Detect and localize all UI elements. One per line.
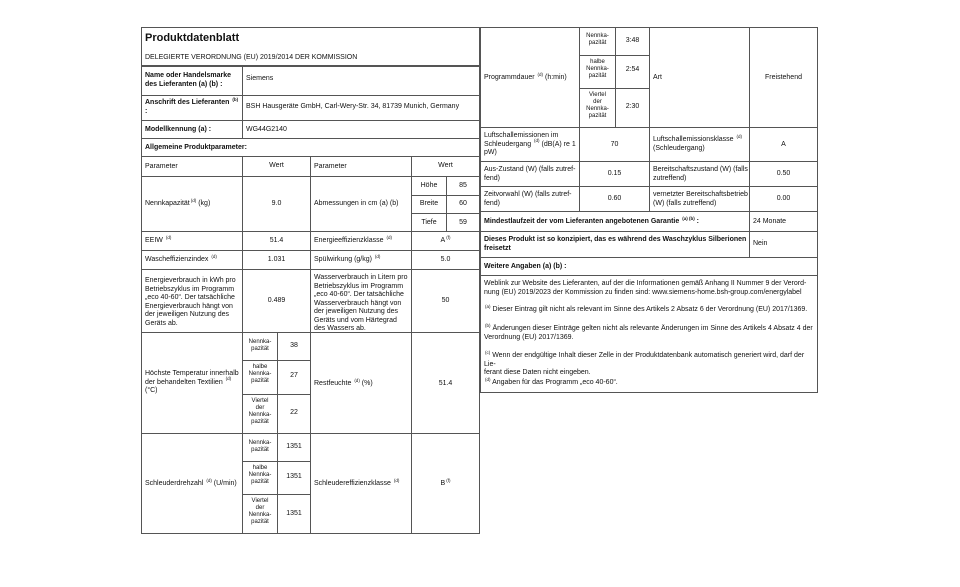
noise-class-unit: (Schleudergang) bbox=[653, 144, 705, 152]
footnote-b-text: Änderungen dieser Einträge gelten nicht als relevante Änderungen im Sinne des Artikels 4 Absatz 4 der Verordnung (EU) 2017/1369. bbox=[484, 325, 813, 341]
capacity-value: 9.0 bbox=[271, 200, 282, 207]
footnote-a-mark: (a) bbox=[485, 303, 491, 309]
supplier-name-value: Siemens bbox=[246, 75, 274, 82]
col-param-header-left: Parameter bbox=[145, 163, 178, 170]
max-temp-half-value: 27 bbox=[290, 372, 298, 379]
type-value: Freistehend bbox=[765, 74, 802, 81]
max-temp-rated-value: 38 bbox=[290, 342, 298, 349]
footnote-d bbox=[484, 376, 816, 388]
dimensions-label: Abmessungen in cm (a) (b) bbox=[314, 200, 399, 207]
water-consumption-label: Wasserverbrauch in Litern pro Betriebszyklus im Programm „eco 40-60“. Der tatsächliche Wasserverbrauch hängt von der jeweiligen Nutzung des Geräts und vom Härtegrad des Wassers ab. bbox=[314, 274, 408, 332]
rinsing-label bbox=[314, 253, 409, 265]
dim-width-label: Breite bbox=[419, 200, 439, 207]
standby-value: 0.50 bbox=[776, 170, 791, 177]
col-value-header-right: Wert bbox=[438, 162, 453, 169]
noise-class-footnote-mark: (d) bbox=[736, 133, 742, 139]
noise-label bbox=[484, 132, 578, 158]
guarantee-label-colon: : bbox=[696, 218, 700, 225]
guarantee-value: 24 Monate bbox=[753, 218, 787, 225]
duration-half-value: 2:54 bbox=[625, 66, 640, 73]
max-temp-unit: (°C) bbox=[145, 387, 158, 394]
footnote-d-mark: (d) bbox=[485, 376, 491, 382]
footnote-c-text: Wenn der endgültige Inhalt dieser Zelle in der Produktdatenbank automatisch generiert wird, darf der Lie- ferant diese Daten nicht eingeben. bbox=[484, 352, 805, 376]
silver-value: Nein bbox=[753, 240, 768, 247]
col-param-header-right: Parameter bbox=[314, 163, 347, 170]
max-temp-footnote-mark: (d) bbox=[225, 376, 232, 382]
max-temp-label bbox=[145, 370, 240, 396]
noise-label-text: Luftschallemissionen im Schleudergang bbox=[484, 132, 559, 148]
capacity-footnote-mark: (d) bbox=[190, 197, 197, 203]
eeiw-label-text: EEIW bbox=[145, 237, 163, 244]
spin-speed-label bbox=[145, 477, 240, 489]
eeiw-value: 51.4 bbox=[269, 237, 284, 244]
spin-class-value-text: B bbox=[440, 480, 446, 487]
noise-class-label-text: Luftschallemissionsklasse bbox=[653, 136, 734, 143]
networked-value: 0.00 bbox=[776, 195, 791, 202]
max-temp-half-label: halbe Nennka- pazität bbox=[248, 364, 272, 384]
rinsing-value: 5.0 bbox=[440, 256, 451, 263]
max-temp-label-text: Höchste Temperatur innerhalb der behandelten Textilien bbox=[145, 370, 239, 386]
spin-rated-value: 1351 bbox=[286, 443, 302, 450]
rinsing-label-text: Spülwirkung (g/kg) bbox=[314, 256, 372, 263]
type-label: Art bbox=[653, 74, 662, 81]
energy-class-label-text: Energieeffizienzklasse bbox=[314, 237, 384, 244]
residual-moisture-label bbox=[314, 377, 409, 389]
spin-class-label bbox=[314, 477, 409, 489]
spin-class-footnote-mark: (d) bbox=[393, 477, 400, 483]
footnote-d-text: Angaben für das Programm „eco 40-60“. bbox=[492, 379, 618, 386]
noise-class-value: A bbox=[781, 141, 786, 148]
address-label-colon: : bbox=[145, 107, 148, 115]
spin-class-value bbox=[412, 477, 479, 489]
footnote-a-text: Dieser Eintrag gilt nicht als relevant im Sinne des Artikels 2 Absatz 6 der Verordnung (EU) 2017/1369. bbox=[492, 306, 808, 313]
guarantee-footnote-mark: (a) (b) bbox=[682, 215, 695, 221]
residual-moisture-footnote-mark: (d) bbox=[354, 377, 360, 383]
duration-label-text: Programmdauer bbox=[484, 74, 535, 81]
energy-consumption-value: 0.489 bbox=[267, 297, 286, 304]
energy-class-label bbox=[314, 234, 409, 246]
washing-index-label-text: Wascheffizienzindex bbox=[145, 256, 209, 263]
spin-speed-footnote-mark: (d) bbox=[206, 477, 212, 483]
noise-unit: (dB(A) re 1 pW) bbox=[484, 140, 576, 156]
capacity-unit: (kg) bbox=[198, 200, 211, 207]
energy-class-value bbox=[412, 234, 479, 246]
col-value-header-left: Wert bbox=[269, 162, 284, 169]
guarantee-label-text: Mindestlaufzeit der vom Lieferanten angebotenen Garantie bbox=[484, 218, 680, 225]
address-label-text: Anschrift des Lieferanten bbox=[145, 99, 230, 106]
noise-class-label bbox=[653, 133, 748, 153]
address-footnote-mark: (b) bbox=[232, 96, 239, 102]
energy-consumption-label: Energieverbrauch in kWh pro Betriebszyklus im Programm „eco 40-60“. Der tatsächliche Energieverbrauch hängt von der jeweiligen Nutzung des Geräts ab. bbox=[145, 277, 236, 327]
off-mode-label: Aus-Zustand (W) (falls zutref- fend) bbox=[484, 166, 576, 182]
eeiw-label bbox=[145, 234, 240, 246]
dim-depth-label: Tiefe bbox=[421, 219, 437, 226]
duration-rated-label: Nennka- pazität bbox=[586, 33, 609, 46]
eeiw-footnote-mark: (d) bbox=[165, 234, 172, 240]
residual-moisture-value: 51.4 bbox=[438, 380, 453, 387]
footnote-c-mark: (c) bbox=[485, 349, 491, 355]
spin-quarter-value: 1351 bbox=[286, 510, 302, 517]
silver-label: Dieses Produkt ist so konzipiert, das es während des Waschzyklus Silberionen freisetzt bbox=[484, 236, 747, 252]
washing-index-footnote-mark: (d) bbox=[211, 253, 217, 259]
residual-moisture-unit: (%) bbox=[361, 380, 373, 387]
water-consumption-value: 50 bbox=[441, 297, 450, 304]
footnote-b-mark: (b) bbox=[485, 322, 491, 328]
spin-half-value: 1351 bbox=[286, 473, 302, 480]
duration-footnote-mark: (d) bbox=[537, 71, 544, 77]
spin-speed-label-text: Schleuderdrehzahl bbox=[145, 480, 204, 487]
spin-speed-unit: (U/min) bbox=[213, 480, 237, 487]
dim-height-label: Höhe bbox=[420, 182, 438, 189]
duration-unit: (h:min) bbox=[544, 74, 567, 81]
footnote-a bbox=[484, 303, 816, 315]
weblink-text: Weblink zur Website des Lieferanten, auf der die Informationen gemäß Anhang II Nummer 9 der Verord- nung (EU) 2019/2023 der Kommission zu finden sind: www.siemens-home.bsh-group.com/energylabel bbox=[484, 280, 807, 296]
footnote-c bbox=[484, 349, 816, 378]
energy-class-value-footnote-mark: (f) bbox=[446, 234, 451, 240]
duration-quarter-label: Viertel der Nennka- pazität bbox=[586, 92, 609, 119]
duration-rated-value: 3:48 bbox=[625, 37, 640, 44]
delay-start-label: Zeitvorwahl (W) (falls zutref- fend) bbox=[484, 191, 572, 207]
sheet-title: Produktdatenblatt bbox=[145, 32, 240, 44]
additional-info-heading: Weitere Angaben (a) (b) : bbox=[484, 263, 567, 270]
spin-class-value-footnote-mark: (f) bbox=[446, 477, 451, 483]
delay-start-value: 0.60 bbox=[607, 195, 622, 202]
max-temp-quarter-value: 22 bbox=[290, 409, 298, 416]
spin-class-label-text: Schleudereffizienzklasse bbox=[314, 480, 391, 487]
spin-rated-label: Nennka- pazität bbox=[248, 440, 272, 453]
standby-label: Bereitschaftszustand (W) (falls zutreffend) bbox=[653, 166, 748, 182]
capacity-label bbox=[145, 197, 240, 209]
max-temp-rated-label: Nennka- pazität bbox=[248, 339, 272, 352]
guarantee-label bbox=[484, 215, 748, 227]
dim-width-value: 60 bbox=[459, 200, 467, 207]
duration-half-label: halbe Nennka- pazität bbox=[586, 59, 609, 79]
rinsing-footnote-mark: (d) bbox=[374, 253, 381, 259]
washing-index-label bbox=[145, 253, 240, 265]
noise-value: 70 bbox=[610, 141, 619, 148]
footnote-b bbox=[484, 322, 816, 342]
general-params-heading: Allgemeine Produktparameter: bbox=[145, 144, 247, 151]
model-label: Modellkennung (a) : bbox=[145, 126, 212, 133]
regulation-text: DELEGIERTE VERORDNUNG (EU) 2019/2014 DER KOMMISSION bbox=[145, 54, 358, 61]
dim-height-value: 85 bbox=[459, 182, 467, 189]
capacity-label-text: Nennkapazität bbox=[145, 200, 190, 207]
model-value: WG44G2140 bbox=[246, 126, 287, 133]
off-mode-value: 0.15 bbox=[607, 170, 622, 177]
address-label bbox=[145, 96, 240, 116]
washing-index-value: 1.031 bbox=[267, 256, 286, 263]
energy-class-footnote-mark: (d) bbox=[386, 234, 392, 240]
max-temp-quarter-label: Viertel der Nennka- pazität bbox=[248, 398, 272, 425]
dim-depth-value: 59 bbox=[459, 219, 467, 226]
spin-quarter-label: Viertel der Nennka- pazität bbox=[248, 498, 272, 525]
spin-half-label: halbe Nennka- pazität bbox=[248, 465, 272, 485]
supplier-name-label: Name oder Handelsmarke des Lieferanten (a) (b) : bbox=[145, 72, 231, 88]
energy-class-value-text: A bbox=[440, 237, 446, 244]
networked-label: vernetzter Bereitschaftsbetrieb (W) (falls zutreffend) bbox=[653, 191, 748, 207]
noise-footnote-mark: (d) bbox=[534, 138, 540, 144]
address-value: BSH Hausgeräte GmbH, Carl-Wery-Str. 34, 81739 Munich, Germany bbox=[246, 103, 460, 110]
duration-label bbox=[484, 71, 578, 83]
residual-moisture-label-text: Restfeuchte bbox=[314, 380, 352, 387]
duration-quarter-value: 2:30 bbox=[625, 103, 640, 110]
